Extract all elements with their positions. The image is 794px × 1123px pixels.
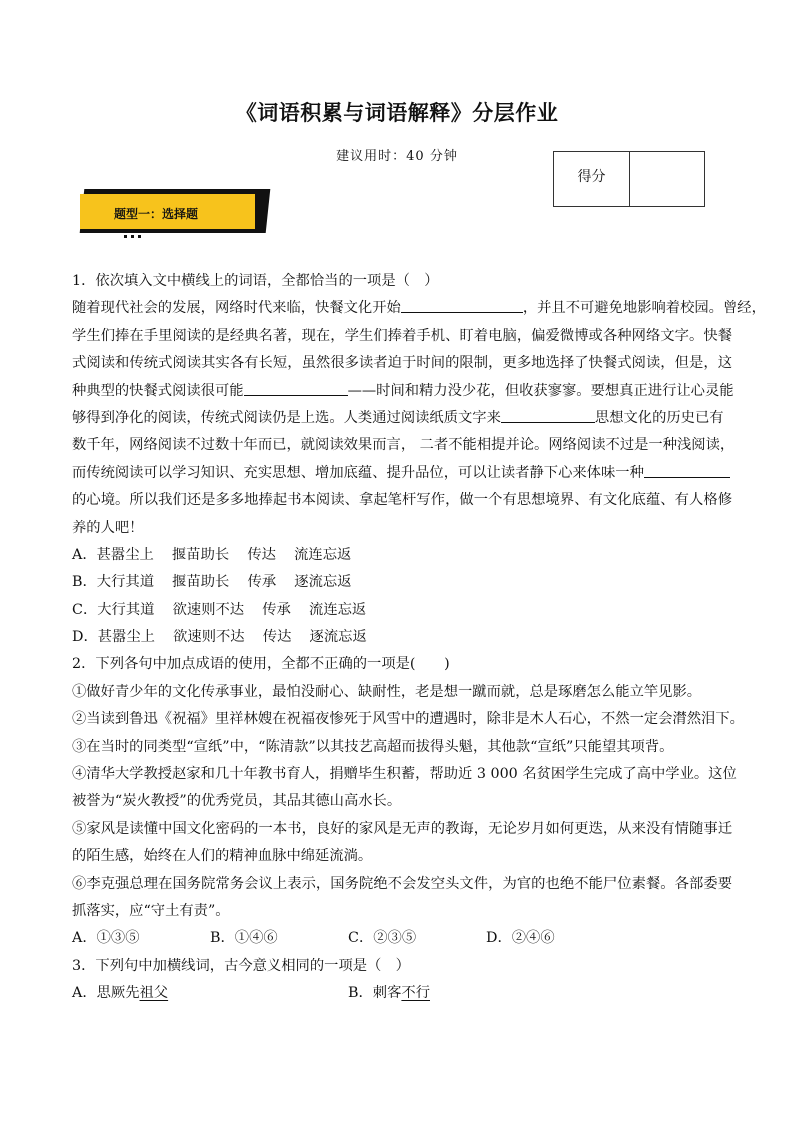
underlined-word: 祖父 [139,985,169,1002]
passage-text: 随着现代社会的发展，网络时代来临，快餐文化开始 [72,300,401,317]
section-label: 题型一：选择题 [114,207,199,221]
passage-text: ——时间和精力没少花，但收获寥寥。要想真正进行让心灵能 [347,382,734,399]
q1-option-d[interactable]: D．甚嚣尘上 欲速则不达 传达 逐流忘返 [72,629,367,646]
q2-sentence-5: ⑤家风是读懂中国文化密码的一本书，良好的家风是无声的教诲，无论岁月如何更迭，从来没有情随事迁 [72,820,732,837]
q2-sentence-3: ③在当时的同类型“宣纸”中，“陈清款”以其技艺高超而拔得头魁，其他款“宣纸”只能望其项背。 [72,738,674,755]
banner-dot [124,235,127,238]
section-banner [74,183,272,239]
q2-option-d[interactable]: D．②④⑥ [486,930,555,947]
q2-stem: 2．下列各句中加点成语的使用，全都不正确的一项是( ) [72,656,450,673]
suggested-time: 建议用时：40 分钟 [336,149,458,164]
q2-sentence-4: ④清华大学教授赵家和几十年教书育人，捐赠毕生积蓄，帮助近 3 000 名贫困学生完成了高中学业。这位 [72,766,737,783]
banner-dot [131,235,134,238]
q3-options [72,980,732,1007]
q2-option-c[interactable]: C．②③⑤ [348,930,417,947]
q3-stem: 3．下列句中加横线词，古今意义相同的一项是（ ） [72,957,410,974]
score-box [553,151,705,207]
passage-text: 种典型的快餐式阅读很可能 [72,382,244,399]
q2-sentence-2: ②当读到鲁迅《祝福》里祥林嫂在祝福夜惨死于风雪中的遭遇时，除非是木人石心，不然一定会潸然泪下。 [72,711,744,728]
question-content [72,268,766,1008]
underlined-word: 不行 [401,985,430,1002]
q1-passage-line: 数千年，网络阅读不过数十年而已，就阅读效果而言， 二者不能相提并论。网络阅读不过是一种浅阅读， [72,437,735,454]
q1-option-b[interactable]: B．大行其道 揠苗助长 传承 逐流忘返 [72,574,352,591]
q1-passage-line [72,460,732,487]
passage-text: ，并且不可避免地影响着校园。曾经， [522,300,766,317]
q1-passage-line [72,295,766,322]
q2-sentence-6-cont: 抓落实，应“守土有责”。 [72,902,230,919]
q1-passage-line: 养的人吧！ [72,519,144,536]
q1-passage-line: 式阅读和传统式阅读其实各有长短，虽然很多读者迫于时间的限制，更多地选择了快餐式阅读，但是，这 [72,355,732,372]
q2-sentence-6: ⑥李克强总理在国务院常务会议上表示，国务院绝不会发空头文件，为官的也绝不能尸位素餐。各部委要 [72,875,732,892]
banner-dot [138,235,141,238]
q1-passage-line [72,405,732,432]
q2-sentence-5-cont: 的陌生感，始终在人们的精神血脉中绵延流淌。 [72,848,373,865]
q2-option-b[interactable]: B．①④⑥ [210,930,278,947]
passage-text: 而传统阅读可以学习知识、充实思想、增加底蕴、提升品位，可以让读者静下心来体味一种 [72,464,644,481]
passage-text: 够得到净化的阅读，传统式阅读仍是上选。人类通过阅读纸质文字来 [72,409,501,426]
option-text: B．刺客 [348,985,402,1002]
score-label: 得分 [554,152,630,206]
q2-option-a[interactable]: A．①③⑤ [72,930,140,947]
q2-sentence-1: ①做好青少年的文化传承事业，最怕没耐心、缺耐性，老是想一蹴而就，总是琢磨怎么能立竿见影。 [72,683,702,700]
q1-passage-line: 学生们捧在手里阅读的是经典名著，现在，学生们捧着手机、盯着电脑，偏爱微博或各种网络文字。快餐 [72,327,732,344]
passage-text: 思想文化的历史已有 [594,409,724,426]
page-title: 《词语积累与词语解释》分层作业 [235,101,559,125]
q2-options [72,925,732,952]
q3-option-a[interactable] [72,980,348,1007]
q1-passage-line: 的心境。所以我们还是多多地捧起书本阅读、拿起笔杆写作，做一个有思想境界、有文化底蕴、有人格修 [72,492,732,509]
q3-option-b[interactable] [348,980,430,1007]
q1-option-c[interactable]: C．大行其道 欲速则不达 传承 流连忘返 [72,601,367,618]
q2-sentence-4-cont: 被誉为“炭火教授”的优秀党员，其品其德山高水长。 [72,793,402,810]
fill-blank-1 [401,296,523,313]
fill-blank-4 [644,461,730,478]
q1-option-a[interactable]: A．甚嚣尘上 揠苗助长 传达 流连忘返 [72,546,352,563]
q1-passage-line [72,378,732,405]
fill-blank-3 [501,406,595,423]
fill-blank-2 [244,379,348,396]
q1-stem: 1．依次填入文中横线上的词语，全都恰当的一项是（ ） [72,273,439,289]
option-text: A．思厥先 [72,985,140,1002]
score-value-field[interactable] [630,152,704,206]
